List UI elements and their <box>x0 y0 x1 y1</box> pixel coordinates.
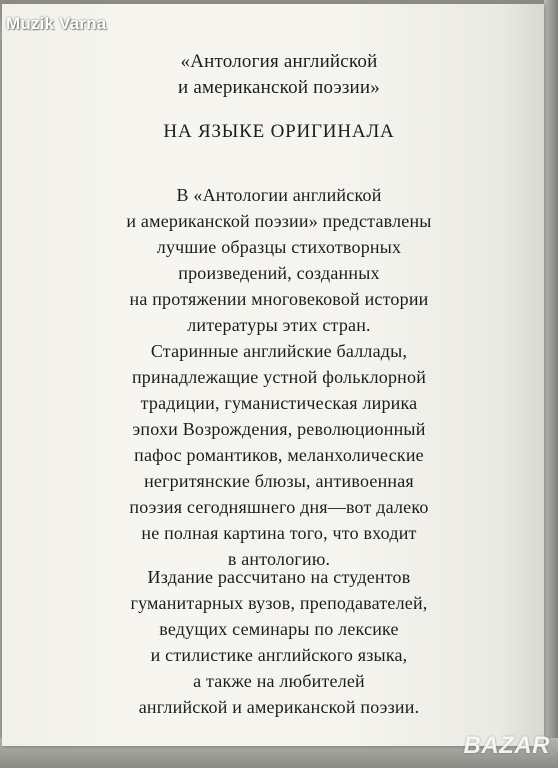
description-line: пафос романтиков, меланхолические <box>134 445 424 465</box>
description-line: Старинные английские баллады, <box>150 341 408 361</box>
audience-line: английской и американской поэзии. <box>138 697 420 717</box>
title-line: и американской поэзии» <box>178 77 380 98</box>
description-line: не полная картина того, что входит <box>141 523 417 543</box>
anthology-title <box>42 49 516 101</box>
audience-line: и стилистике английского языка, <box>150 645 408 665</box>
marketplace-watermark: BAZAR <box>463 732 550 759</box>
description-line: принадлежащие устной фольклорной <box>131 367 427 387</box>
audience-line: ведущих семинары по лексике <box>159 619 399 639</box>
subtitle-line: НА ЯЗЫКЕ ОРИГИНАЛА <box>163 121 395 142</box>
description-line: произведений, созданных <box>178 263 380 283</box>
photo-background-right <box>544 0 558 768</box>
description-line: негритянские блюзы, антивоенная <box>144 471 414 491</box>
audience-line: гуманитарных вузов, преподавателей, <box>130 593 428 613</box>
description-line: В «Антологии английской <box>176 185 382 205</box>
audience-line: Издание рассчитано на студентов <box>147 567 411 587</box>
description-line: и американской поэзии» представлены <box>126 211 432 231</box>
anthology-subtitle <box>42 119 516 145</box>
description-line: в антологию. <box>227 549 331 569</box>
description-line: традиции, гуманистическая лирика <box>140 393 418 413</box>
description-line: на протяжении многовековой истории <box>129 289 429 309</box>
title-line: «Антология английской <box>180 51 378 72</box>
audience-paragraph <box>42 564 516 720</box>
book-back-cover <box>2 4 544 746</box>
audience-line: а также на любителей <box>193 671 365 691</box>
description-line: лучшие образцы стихотворных <box>156 237 402 257</box>
description-paragraph <box>42 182 516 572</box>
description-line: поэзия сегодняшнего дня—вот далеко <box>129 497 429 517</box>
description-line: эпохи Возрождения, революционный <box>132 419 426 439</box>
seller-watermark: Muzik Varna <box>6 14 107 33</box>
description-line: литературы этих стран. <box>187 315 371 335</box>
